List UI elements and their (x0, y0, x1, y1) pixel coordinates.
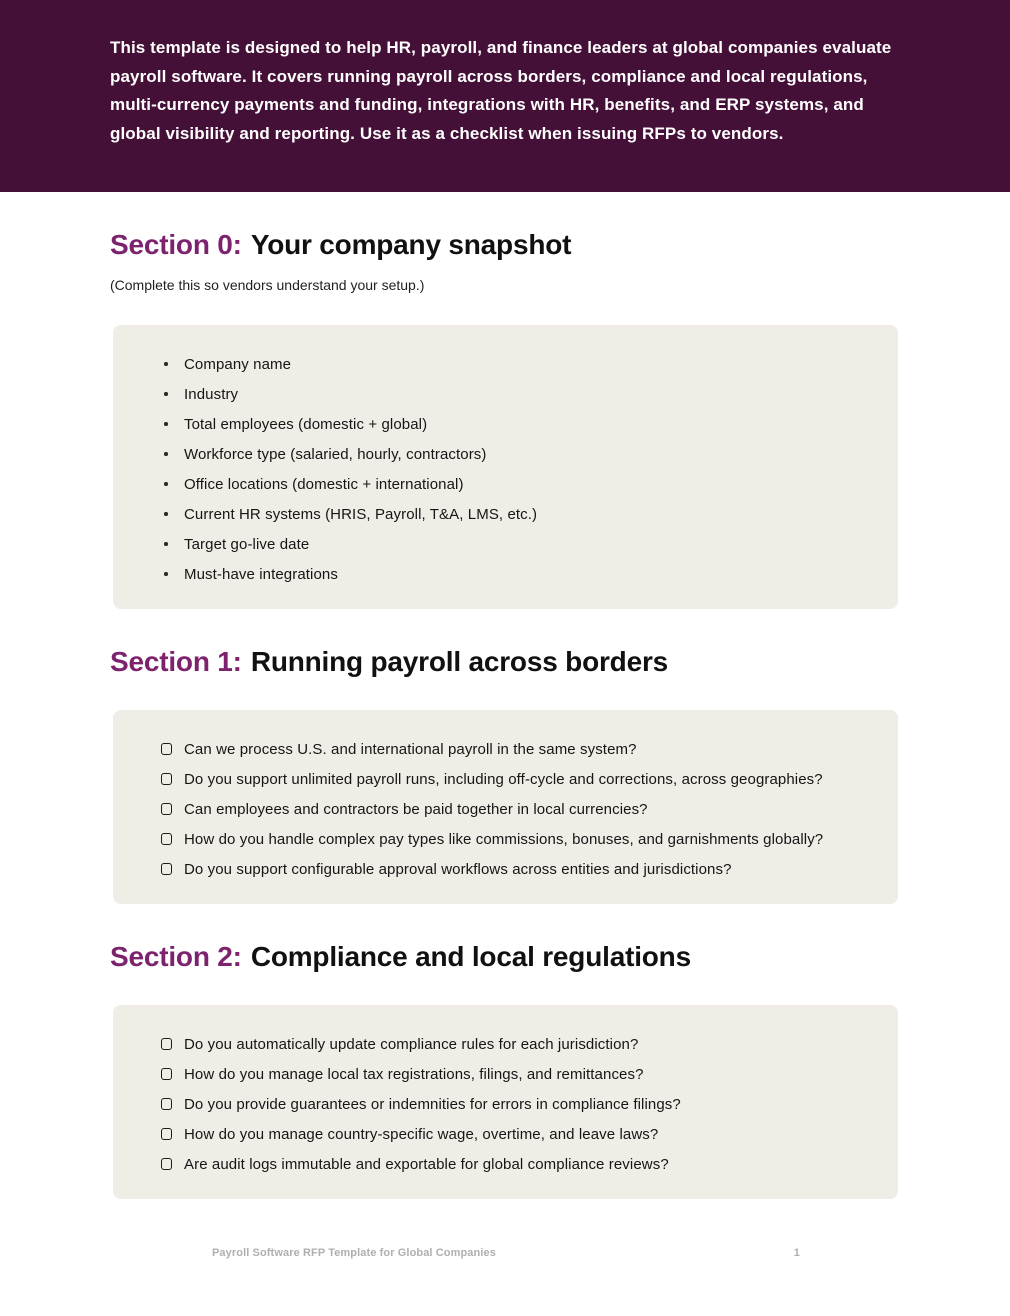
list-marker (161, 1128, 184, 1140)
list-item-text: Office locations (domestic + international) (184, 475, 464, 493)
bullet-icon (164, 572, 168, 576)
list-item-text: Workforce type (salaried, hourly, contractors) (184, 445, 487, 463)
list-item-text: Company name (184, 355, 292, 373)
list-marker (161, 572, 184, 576)
bullet-icon (164, 362, 168, 366)
checkbox-icon (161, 833, 172, 845)
section-card (113, 325, 898, 609)
checklist-item-text: Are audit logs immutable and exportable for global compliance reviews? (184, 1155, 669, 1173)
bullet-icon (164, 542, 168, 546)
section-label: Section 1: (110, 646, 242, 677)
list-item (113, 1029, 898, 1059)
checklist-item-text: Do you support unlimited payroll runs, including off-cycle and corrections, across geographies? (184, 770, 823, 788)
list-item (113, 764, 898, 794)
list-item (113, 1149, 898, 1179)
list-item (113, 734, 898, 764)
list-marker (161, 1038, 184, 1050)
list-item (113, 824, 898, 854)
intro-text: This template is designed to help HR, payroll, and finance leaders at global companies evaluate payroll software. It covers running payroll across borders, compliance and local regulations, multi-currency payments and funding, integrations with HR, benefits, and ERP systems, and global visibility and reporting. Use it as a checklist when issuing RFPs to vendors. (110, 38, 892, 143)
section-title: Compliance and local regulations (250, 941, 691, 972)
list-item (113, 854, 898, 884)
section-label: Section 0: (110, 229, 242, 260)
list-marker (161, 1068, 184, 1080)
section (110, 228, 1010, 609)
list-item (113, 794, 898, 824)
section-subtitle: (Complete this so vendors understand your setup.) (110, 277, 425, 293)
checkbox-icon (161, 1128, 172, 1140)
page-footer (212, 1247, 800, 1259)
bullet-icon (164, 482, 168, 486)
checklist-item-text: How do you manage country-specific wage, overtime, and leave laws? (184, 1125, 659, 1143)
list-marker (161, 542, 184, 546)
section-label: Section 2: (110, 941, 242, 972)
checklist-item-text: Do you provide guarantees or indemnities for errors in compliance filings? (184, 1095, 681, 1113)
checklist-item-text: How do you manage local tax registrations, filings, and remittances? (184, 1065, 644, 1083)
list-marker (161, 1098, 184, 1110)
checkbox-icon (161, 1158, 172, 1170)
document-body (0, 192, 1010, 1199)
checkbox-icon (161, 743, 172, 755)
list-item-text: Must-have integrations (184, 565, 338, 583)
list-item (113, 1089, 898, 1119)
section-heading (110, 228, 1010, 262)
item-list (113, 710, 898, 904)
bullet-icon (164, 422, 168, 426)
list-marker (161, 743, 184, 755)
list-item (113, 379, 898, 409)
checkbox-icon (161, 773, 172, 785)
list-marker (161, 512, 184, 516)
list-marker (161, 1158, 184, 1170)
page-number: 1 (793, 1247, 800, 1259)
list-marker (161, 773, 184, 785)
footer-title: Payroll Software RFP Template for Global Companies (212, 1247, 496, 1259)
list-item (113, 1119, 898, 1149)
section-card (113, 1005, 898, 1199)
list-marker (161, 422, 184, 426)
list-item-text: Total employees (domestic + global) (184, 415, 428, 433)
list-item-text: Current HR systems (HRIS, Payroll, T&A, LMS, etc.) (184, 505, 538, 523)
bullet-icon (164, 452, 168, 456)
list-item (113, 439, 898, 469)
item-list (113, 1005, 898, 1199)
list-item (113, 1059, 898, 1089)
bullet-icon (164, 512, 168, 516)
bullet-icon (164, 392, 168, 396)
section-card (113, 710, 898, 904)
checklist-item-text: Do you support configurable approval workflows across entities and jurisdictions? (184, 860, 732, 878)
list-item (113, 499, 898, 529)
section-heading (110, 940, 1010, 974)
list-item (113, 469, 898, 499)
list-item-text: Industry (184, 385, 239, 403)
checklist-item-text: Do you automatically update compliance rules for each jurisdiction? (184, 1035, 639, 1053)
checkbox-icon (161, 803, 172, 815)
checkbox-icon (161, 1068, 172, 1080)
section-title: Running payroll across borders (250, 646, 669, 677)
item-list (113, 325, 898, 609)
list-marker (161, 482, 184, 486)
sections-container (110, 228, 1010, 1199)
checklist-item-text: Can we process U.S. and international payroll in the same system? (184, 740, 637, 758)
list-marker (161, 863, 184, 875)
checklist-item-text: Can employees and contractors be paid together in local currencies? (184, 800, 648, 818)
section (110, 940, 1010, 1199)
list-marker (161, 392, 184, 396)
list-item (113, 409, 898, 439)
list-marker (161, 833, 184, 845)
list-item (113, 349, 898, 379)
checklist-item-text: How do you handle complex pay types like commissions, bonuses, and garnishments globally? (184, 830, 824, 848)
section-title: Your company snapshot (250, 229, 572, 260)
list-marker (161, 362, 184, 366)
checkbox-icon (161, 863, 172, 875)
checkbox-icon (161, 1038, 172, 1050)
list-item (113, 529, 898, 559)
list-item-text: Target go-live date (184, 535, 310, 553)
section-heading (110, 645, 1010, 679)
section (110, 645, 1010, 904)
intro-banner (0, 0, 1010, 192)
list-marker (161, 452, 184, 456)
list-item (113, 559, 898, 589)
checkbox-icon (161, 1098, 172, 1110)
list-marker (161, 803, 184, 815)
